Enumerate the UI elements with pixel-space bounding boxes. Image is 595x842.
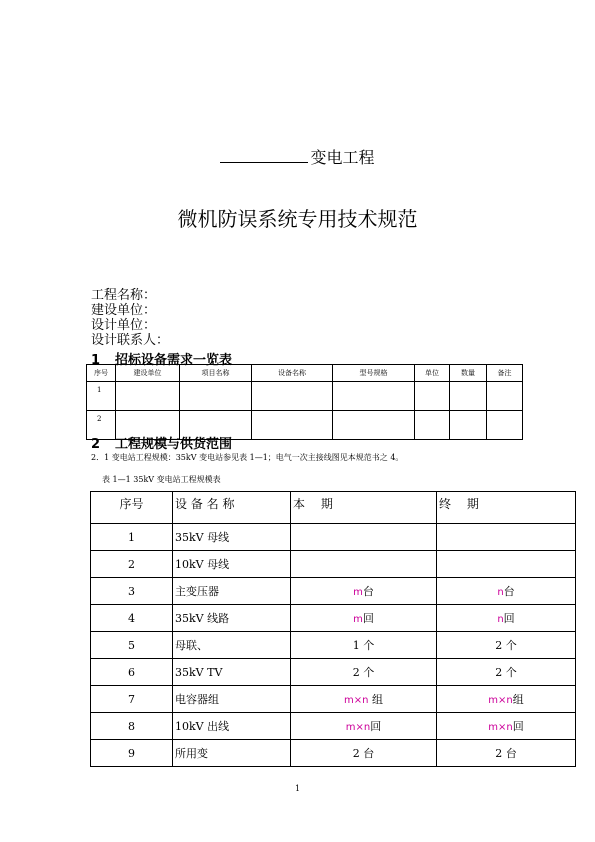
page-number: 1 <box>294 784 301 793</box>
value-text: 台 <box>362 585 374 598</box>
value-text: 回 <box>503 612 515 625</box>
cell-final-phase <box>437 740 576 767</box>
project-info-block <box>91 288 169 348</box>
project-title-line <box>0 145 595 168</box>
col-header-unit: 单位 <box>415 365 450 382</box>
cell-equipment-name: 母联、 <box>173 632 291 659</box>
cell-no: 6 <box>91 659 173 686</box>
value-text: 回 <box>362 612 374 625</box>
table-row <box>91 740 576 767</box>
cell-current-phase <box>291 578 437 605</box>
value-text: 1 个 <box>352 639 375 652</box>
cell-quantity <box>450 411 487 440</box>
cell-remarks <box>487 382 523 411</box>
section-2-title: 工程规模与供货范围 <box>115 437 233 452</box>
info-designer: 设计单位： <box>91 318 157 333</box>
cell-project <box>180 382 252 411</box>
document-title: 微机防误系统专用技术规范 <box>177 207 418 231</box>
section-2-heading <box>91 433 232 452</box>
variable-value: n <box>497 587 504 598</box>
variable-value: m×n <box>345 722 371 733</box>
cell-equipment-name: 10kV 母线 <box>173 551 291 578</box>
col-header-quantity: 数量 <box>450 365 487 382</box>
cell-no: 3 <box>91 578 173 605</box>
cell-equipment-name: 35kV 母线 <box>173 524 291 551</box>
cell-current-phase <box>291 659 437 686</box>
col-header-final-phase: 终 期 <box>437 492 576 524</box>
cell-no: 5 <box>91 632 173 659</box>
col-header-equipment-name: 设 备 名 称 <box>173 492 291 524</box>
cell-final-phase <box>437 686 576 713</box>
info-owner: 建设单位： <box>91 303 157 318</box>
cell-current-phase <box>291 632 437 659</box>
col-header-remarks: 备注 <box>487 365 523 382</box>
value-text: 组 <box>368 693 383 706</box>
cell-final-phase <box>437 659 576 686</box>
cell-no: 2 <box>87 411 116 440</box>
cell-current-phase <box>291 686 437 713</box>
col-header-owner: 建设单位 <box>116 365 180 382</box>
section-1-number: 1 <box>91 353 101 368</box>
col-header-equipment: 设备名称 <box>252 365 333 382</box>
table-row <box>87 382 523 411</box>
cell-owner <box>116 382 180 411</box>
cell-equipment-name: 35kV 线路 <box>173 605 291 632</box>
value-text: 2 台 <box>352 747 375 760</box>
cell-equipment <box>252 411 333 440</box>
scale-paragraph: 2．1 变电站工程规模：35kV 变电站参见表 1—1；电气一次主接线图见本规范书之 4。 <box>91 453 404 462</box>
cell-final-phase <box>437 632 576 659</box>
scale-table-body <box>91 524 576 767</box>
cell-no: 4 <box>91 605 173 632</box>
info-design-contact: 设计联系人： <box>91 333 170 348</box>
cell-model <box>333 411 415 440</box>
col-header-project: 项目名称 <box>180 365 252 382</box>
cell-unit <box>415 382 450 411</box>
section-2-number: 2 <box>91 437 101 452</box>
cell-equipment-name: 35kV TV <box>173 659 291 686</box>
substation-scale-table <box>90 491 576 767</box>
value-text: 2 个 <box>352 666 375 679</box>
cell-remarks <box>487 411 523 440</box>
table-row <box>91 524 576 551</box>
cell-no: 1 <box>87 382 116 411</box>
cell-equipment-name: 主变压器 <box>173 578 291 605</box>
info-project-name: 工程名称： <box>91 288 157 303</box>
table-row <box>91 659 576 686</box>
col-header-no: 序号 <box>87 365 116 382</box>
cell-final-phase <box>437 605 576 632</box>
cell-quantity <box>450 382 487 411</box>
table-row <box>91 632 576 659</box>
value-text: 回 <box>512 720 524 733</box>
value-text: 回 <box>370 720 382 733</box>
table-caption: 表 1—1 35kV 变电站工程规模表 <box>102 475 221 484</box>
cell-current-phase <box>291 524 437 551</box>
value-text: 2 个 <box>495 666 517 679</box>
cell-model <box>333 382 415 411</box>
table-row <box>91 686 576 713</box>
cell-no: 8 <box>91 713 173 740</box>
cell-no: 1 <box>91 524 173 551</box>
project-title-suffix: 变电工程 <box>310 148 375 167</box>
col-header-no: 序号 <box>91 492 173 524</box>
section-1-title: 招标设备需求一览表 <box>115 353 233 368</box>
cell-final-phase <box>437 713 576 740</box>
cell-equipment-name: 电容器组 <box>173 686 291 713</box>
value-text: 组 <box>512 693 524 706</box>
cell-equipment-name: 10kV 出线 <box>173 713 291 740</box>
variable-value: m×n <box>344 695 369 706</box>
cell-equipment-name: 所用变 <box>173 740 291 767</box>
value-text: 2 台 <box>495 747 517 760</box>
cell-final-phase <box>437 578 576 605</box>
table-row <box>91 713 576 740</box>
cell-unit <box>415 411 450 440</box>
variable-value: m×n <box>488 722 513 733</box>
variable-value: m×n <box>488 695 513 706</box>
cell-no: 7 <box>91 686 173 713</box>
variable-value: m <box>353 614 363 625</box>
variable-value: m <box>353 587 363 598</box>
cell-no: 9 <box>91 740 173 767</box>
scale-table-header <box>91 492 576 524</box>
value-text: 台 <box>503 585 515 598</box>
variable-value: n <box>497 614 504 625</box>
table-row <box>91 578 576 605</box>
table-row <box>91 605 576 632</box>
col-header-model: 型号规格 <box>333 365 415 382</box>
cell-current-phase <box>291 605 437 632</box>
col-header-current-phase: 本 期 <box>291 492 437 524</box>
cell-final-phase <box>437 524 576 551</box>
cell-current-phase <box>291 740 437 767</box>
procurement-table-header <box>87 365 523 382</box>
cell-equipment <box>252 382 333 411</box>
cell-final-phase <box>437 551 576 578</box>
project-name-blank <box>220 150 308 163</box>
procurement-table <box>86 364 523 440</box>
cell-current-phase <box>291 713 437 740</box>
value-text: 2 个 <box>495 639 517 652</box>
cell-no: 2 <box>91 551 173 578</box>
cell-current-phase <box>291 551 437 578</box>
table-row <box>91 551 576 578</box>
